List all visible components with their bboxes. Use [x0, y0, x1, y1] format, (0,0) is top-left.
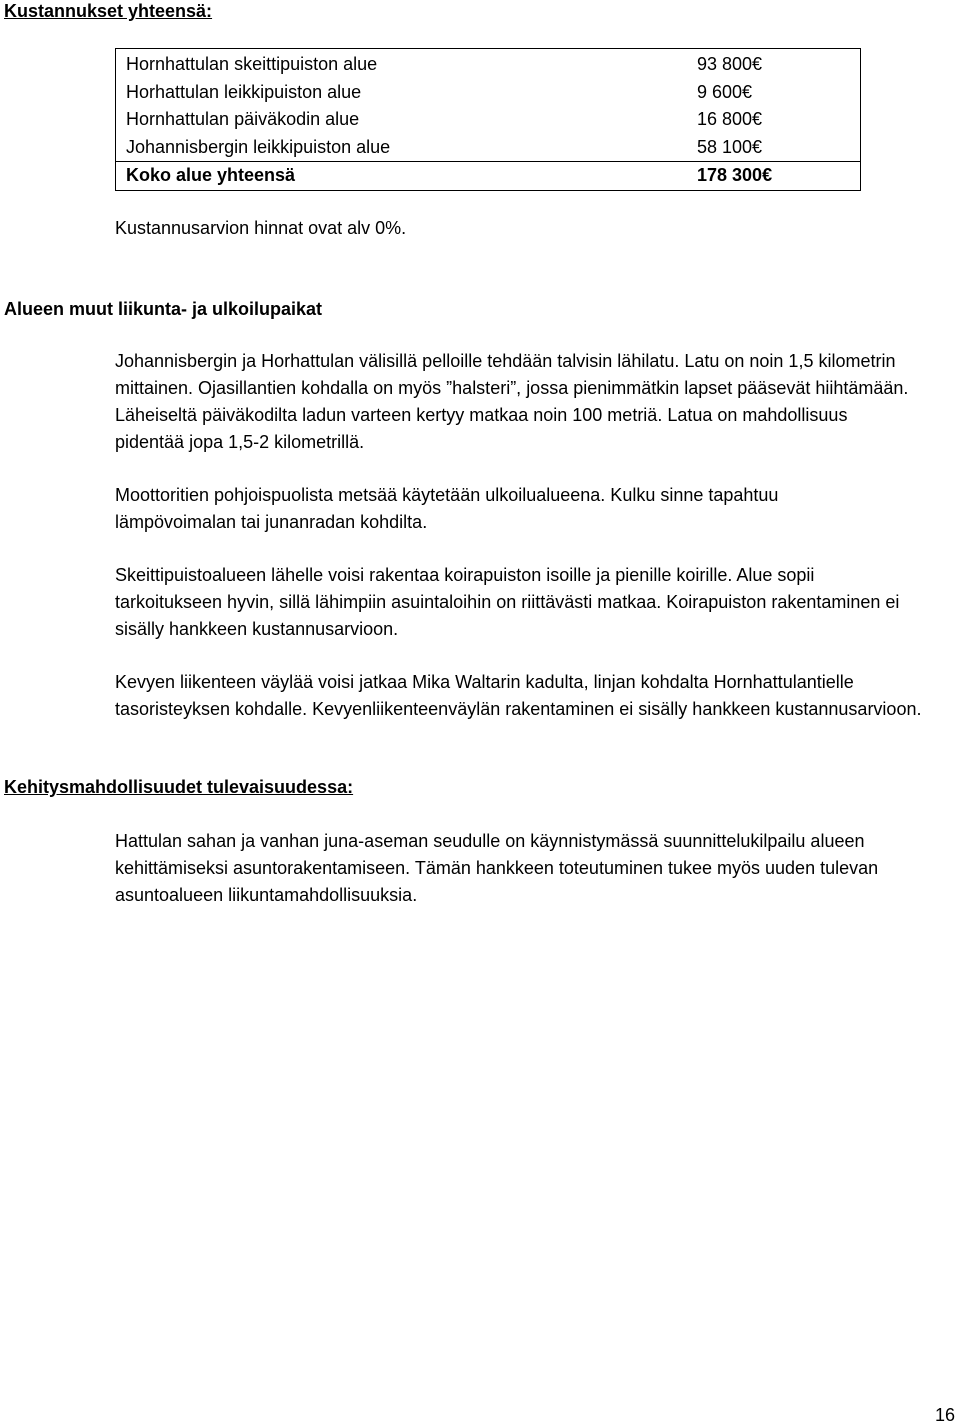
cost-item-amount: 58 100€	[697, 136, 763, 157]
table-row	[116, 134, 861, 162]
paragraph-forest: Moottoritien pohjoispuolista metsää käytetään ulkoilualueena. Kulku sinne tapahtuu lämpövoimalan tai junanradan kohdilta.	[115, 485, 779, 532]
table-total-row	[116, 162, 861, 191]
cost-table	[115, 48, 861, 191]
paragraph-future-plans: Hattulan sahan ja vanhan juna-aseman seudulle on käynnistymässä suunnittelukilpailu alueen kehittämiseksi asuntorakentamiseen. Tämän hankkeen toteutuminen tukee myös uuden tulevan asuntoalueen liikuntamahdollisuuksia.	[115, 831, 879, 905]
cost-item-name: Horhattulan leikkipuiston alue	[126, 81, 362, 102]
total-amount: 178 300€	[688, 162, 861, 191]
cost-item-name: Johannisbergin leikkipuiston alue	[126, 136, 391, 157]
heading-future: Kehitysmahdollisuudet tulevaisuudessa:	[4, 777, 354, 797]
table-row	[116, 49, 861, 79]
total-label: Koko alue yhteensä	[116, 162, 689, 191]
cost-item-name: Hornhattulan skeittipuiston alue	[126, 54, 378, 74]
heading-costs-total: Kustannukset yhteensä:	[4, 1, 213, 21]
cost-item-name: Hornhattulan päiväkodin alue	[126, 109, 360, 130]
cost-item-amount: 9 600€	[697, 81, 753, 102]
vat-note: Kustannusarvion hinnat ovat alv 0%.	[115, 218, 407, 238]
table-row	[116, 106, 861, 134]
cost-item-amount: 93 800€	[697, 54, 763, 74]
table-row	[116, 79, 861, 107]
paragraph-ski-track: Johannisbergin ja Horhattulan välisillä pelloille tehdään talvisin lähilatu. Latu on noin 1,5 kilometrin mittainen. Ojasillantien kohdalla on myös ”halsteri”, jossa pienimmätkin lapset pääsevät hiihtämään. Läheiseltä päiväkodilta ladun varteen kertyy matkaa noin 100 metriä. Latua on mahdollisuus pidentää jopa 1,5-2 kilometrillä.	[115, 351, 909, 452]
paragraph-light-traffic: Kevyen liikenteen väylää voisi jatkaa Mika Waltarin kadulta, linjan kohdalta Hornhattulantielle tasoristeyksen kohdalle. Kevyenliikenteenväylän rakentaminen ei sisälly hankkeen kustannusarvioon.	[115, 672, 922, 719]
page-number: 16	[935, 1405, 956, 1425]
paragraph-dog-park: Skeittipuistoalueen lähelle voisi rakentaa koirapuiston isoille ja pienille koirille. Alue sopii tarkoitukseen hyvin, sillä lähimpiin asuintaloihin on riittävästi matkaa. Koirapuiston rakentaminen ei sisälly hankkeen kustannusarvioon.	[115, 565, 900, 639]
heading-other-places: Alueen muut liikunta- ja ulkoilupaikat	[4, 299, 323, 319]
cost-item-amount: 16 800€	[697, 109, 763, 130]
